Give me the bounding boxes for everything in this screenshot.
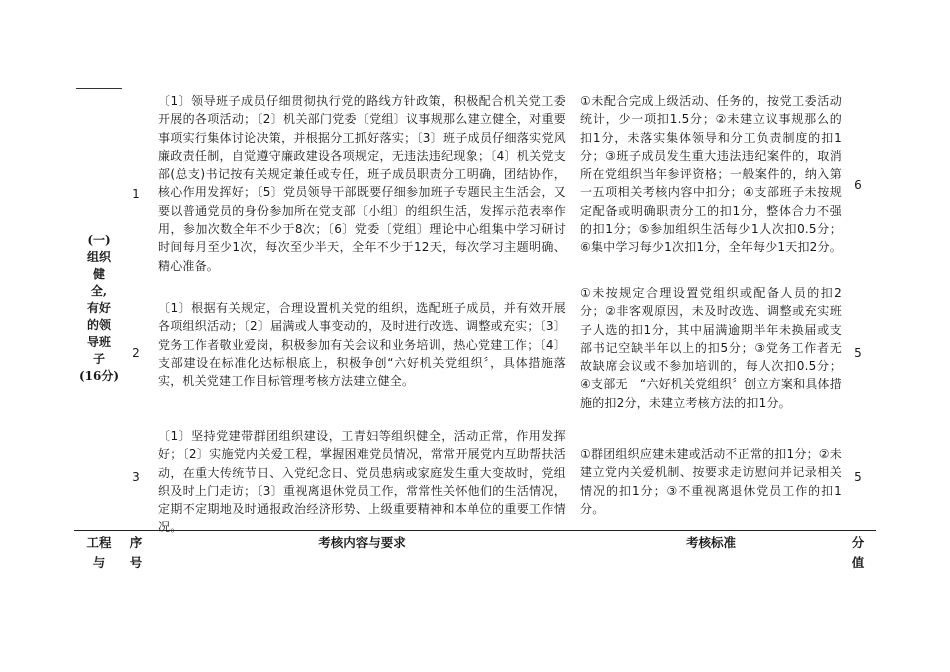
row-number: 3: [132, 470, 140, 484]
row-score: 6: [854, 178, 862, 192]
row-number: 2: [132, 346, 140, 360]
header-rule: [74, 530, 876, 531]
section-label-line: 导班: [86, 335, 111, 349]
section-label-line: (一): [87, 233, 111, 247]
section-label: [74, 232, 124, 385]
row-criteria: ①群团组织应建未建或活动不正常的扣1分；②未建立党内关爱机制、按要求走访慰问并记录相关情况的扣1分；③不重视离退休党员工作的扣1分。: [580, 447, 842, 516]
row-number: 1: [132, 187, 140, 201]
row-requirement: 〔1〕根据有关规定，合理设置机关党的组织，选配班子成员，并有效开展各项组织活动；〔2〕届满或人事变动的，及时进行改选、调整或充实；〔3〕党务工作者敬业爱岗，积极参加有关会议和业务培训，热心党建工作；〔4〕支部建设在标准化达标根底上，积极争创“六好机关党组织〞，具体措施落实，机关党建工作目标管理考核方法建立健全。: [158, 301, 566, 389]
header-score-line: 分: [851, 535, 865, 550]
top-rule: [76, 88, 122, 89]
header-score-line: 值: [851, 555, 865, 570]
row-score: 5: [854, 470, 862, 484]
row-criteria: ①未按规定合理设置党组织或配备人员的扣2分；②非客观原因，未及时改选、调整或充实班子人选的扣1分，其中届满逾期半年未换届或支部书记空缺半年以上的扣5分；③党务工作者无故缺席会议或不参加培训的，每人次扣0.5分；④支部无 “六好机关党组织〞创立方案和具体措施的扣2分，未建立考核方法的扣1分。: [580, 286, 842, 410]
section-label-line: 有好: [86, 301, 111, 315]
section-label-line: 子: [92, 352, 105, 366]
section-label-line: 全,: [90, 284, 108, 298]
header-project: [76, 533, 122, 573]
header-project-line: 与: [92, 555, 106, 570]
section-label-line: 的领: [86, 318, 111, 332]
header-criteria: 考核标准: [685, 535, 736, 550]
header-score: [846, 533, 870, 573]
section-label-line: 组织: [86, 250, 111, 264]
section-label-line: (16分): [78, 369, 120, 383]
header-content: 考核内容与要求: [318, 535, 406, 550]
header-project-line: 工程: [86, 535, 112, 550]
row-score: 5: [854, 346, 862, 360]
section-label-line: 健: [92, 267, 105, 281]
header-no-line: 号: [129, 555, 143, 570]
row-requirement: 〔1〕坚持党建带群团组织建设，工青妇等组织健全，活动正常，作用发挥好；〔2〕实施党内关爱工程，掌握困难党员情况，常常开展党内互助帮扶活动，在重大传统节日、入党纪念日、党员患病或家庭发生重大变故时，党组织及时上门走访；〔3〕重视离退休党员工作，常常性关怀他们的生活情况，定期不定期地及时通报政治经济形势、上级重要精神和本单位的重要工作情况。: [158, 429, 566, 535]
header-no-line: 序: [129, 535, 143, 550]
header-no: [124, 533, 148, 573]
row-criteria: ①未配合完成上级活动、任务的，按党工委活动统计，少一项扣1.5分；②未建立议事规那么的扣1分，未落实集体领导和分工负责制度的扣1分；③班子成员发生重大违法违纪案件的，取消所在党组织当年参评资格；一般案件的，纳入第一五项相关考核内容中扣分；④支部班子未按规定配备或明确职责分工的扣1分，整体合力不强的扣1分；⑤参加组织生活每少1人次扣0.5分；⑥集中学习每少1次扣1分，全年每少1天扣2分。: [580, 94, 842, 255]
row-requirement: 〔1〕领导班子成员仔细贯彻执行党的路线方针政策，积极配合机关党工委开展的各项活动；〔2〕机关部门党委〔党组〕议事规那么建立健全，对重要事项实行集体讨论决策，并根据分工抓好落实；〔3〕班子成员仔细落实党风廉政责任制，自觉遵守廉政建设各项规定，无违法违纪现象；〔4〕机关党支部(总支)书记按有关规定兼任或专任，班子成员职责分工明确，团结协作，核心作用发挥好；〔5〕党员领导干部既要仔细参加班子专题民主生活会，又要以普通党员的身份参加所在党支部〔小组〕的组织生活，发挥示范表率作用，参加次数全年不少于8次；〔6〕党委〔党组〕理论中心组集中学习研讨时间每月至少1次，每次至少半天，全年不少于12天，每次学习主题明确、精心准备。: [158, 94, 566, 273]
